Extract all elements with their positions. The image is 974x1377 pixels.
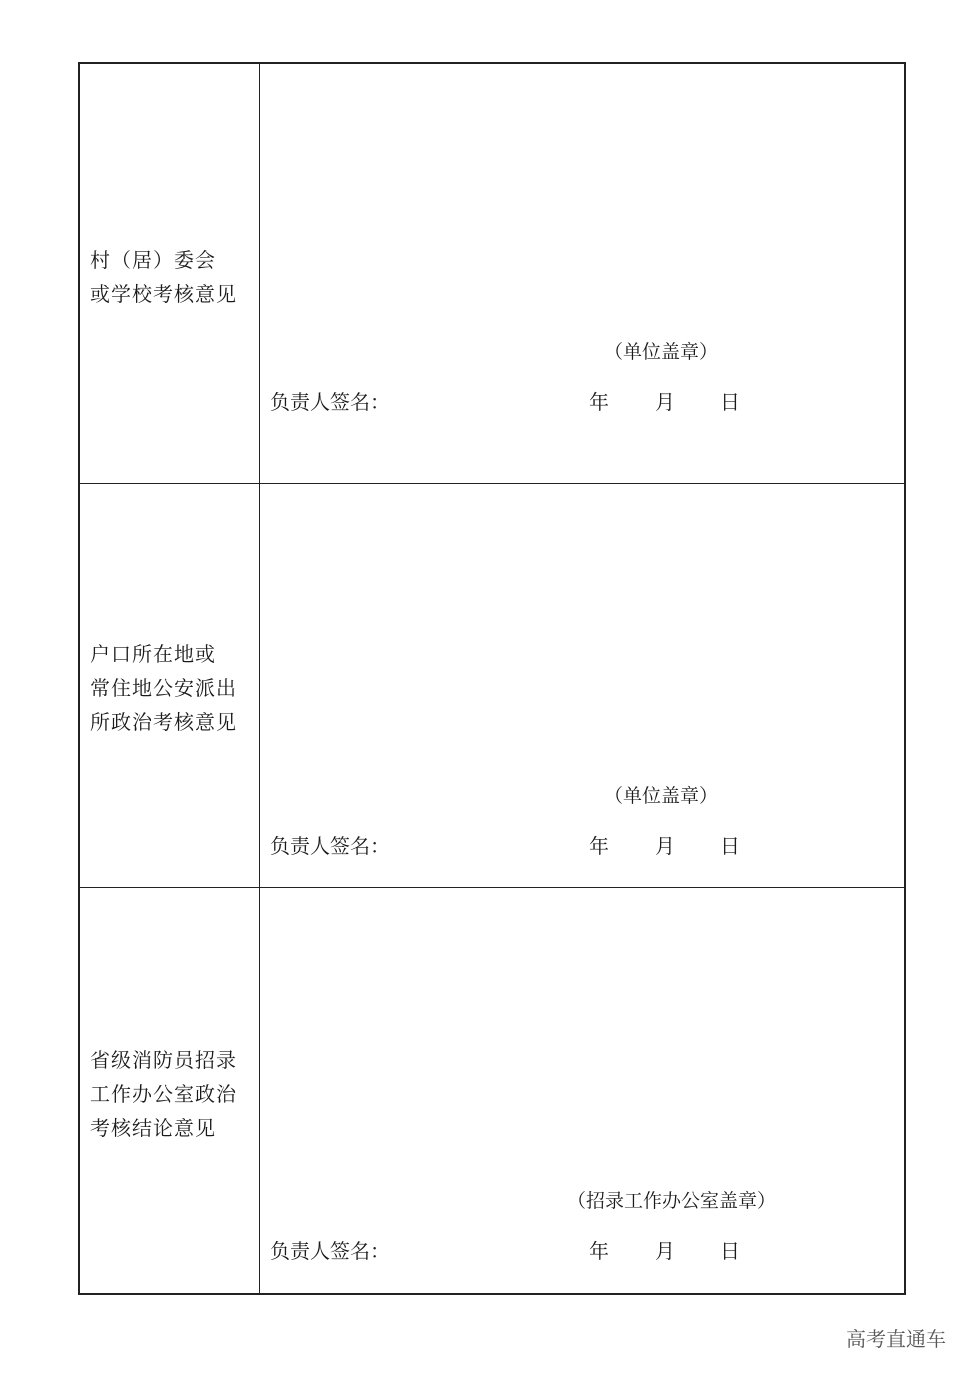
political-review-form bbox=[78, 62, 906, 1295]
section-label bbox=[90, 243, 255, 311]
opinion-field[interactable] bbox=[260, 64, 904, 483]
section-label-cell bbox=[80, 888, 260, 1295]
date-day-label: 日 bbox=[720, 834, 740, 858]
section-label-line: 村（居）委会 bbox=[90, 248, 216, 272]
date-day-label: 日 bbox=[720, 390, 740, 414]
date-year-label: 年 bbox=[589, 1239, 609, 1263]
section-label bbox=[90, 1043, 255, 1145]
date-year-label: 年 bbox=[589, 834, 609, 858]
section-label-line: 户口所在地或 bbox=[90, 642, 216, 666]
date-day-label: 日 bbox=[720, 1239, 740, 1263]
section-label-line: 常住地公安派出 bbox=[90, 676, 237, 700]
date-month-label: 月 bbox=[655, 834, 675, 858]
section-police-station bbox=[80, 484, 904, 888]
section-label-line: 所政治考核意见 bbox=[90, 710, 237, 734]
date-month-label: 月 bbox=[655, 390, 675, 414]
seal-note: （招录工作办公室盖章） bbox=[567, 1190, 777, 1212]
watermark: 高考直通车 bbox=[846, 1327, 946, 1351]
section-provincial-office bbox=[80, 888, 904, 1295]
section-label-line: 或学校考核意见 bbox=[90, 282, 237, 306]
date-year-label: 年 bbox=[589, 390, 609, 414]
section-label-cell bbox=[80, 484, 260, 887]
date-month-label: 月 bbox=[655, 1239, 675, 1263]
opinion-field[interactable] bbox=[260, 484, 904, 887]
signature-label: 负责人签名： bbox=[270, 390, 390, 414]
section-label bbox=[90, 637, 255, 739]
seal-note: （单位盖章） bbox=[604, 341, 719, 363]
section-label-line: 工作办公室政治 bbox=[90, 1082, 237, 1106]
section-label-cell bbox=[80, 64, 260, 483]
seal-note: （单位盖章） bbox=[604, 785, 719, 807]
section-label-line: 省级消防员招录 bbox=[90, 1048, 237, 1072]
signature-label: 负责人签名： bbox=[270, 834, 390, 858]
section-label-line: 考核结论意见 bbox=[90, 1116, 216, 1140]
signature-label: 负责人签名： bbox=[270, 1239, 390, 1263]
section-village-committee bbox=[80, 64, 904, 484]
opinion-field[interactable] bbox=[260, 888, 904, 1295]
